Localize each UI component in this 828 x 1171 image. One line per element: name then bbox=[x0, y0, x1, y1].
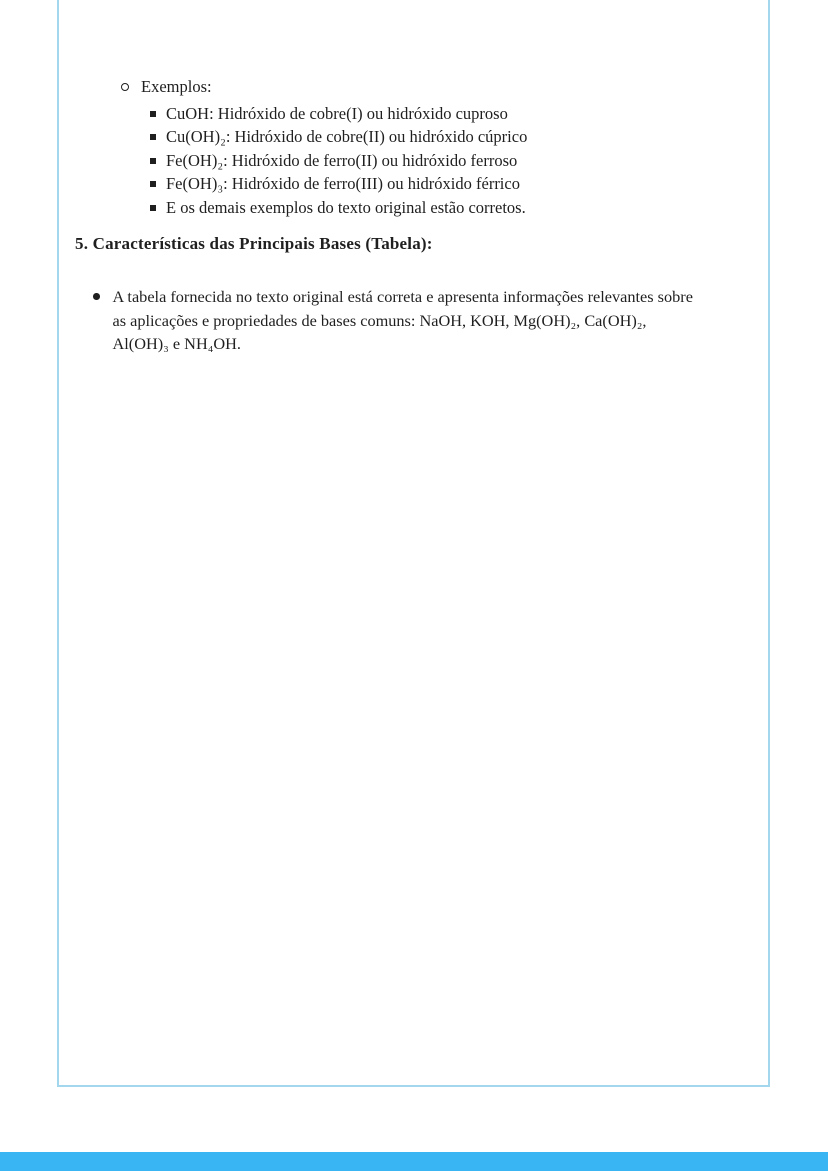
example-text: Fe(OH)₂: Hidróxido de ferro(II) ou hidróxido ferroso bbox=[166, 150, 518, 170]
table-note-text bbox=[113, 285, 693, 356]
list-item bbox=[150, 125, 527, 148]
list-item bbox=[150, 149, 527, 172]
list-item bbox=[150, 102, 527, 125]
example-text: E os demais exemplos do texto original estão corretos. bbox=[166, 197, 526, 217]
square-bullet-icon bbox=[150, 111, 156, 117]
dot-bullet-icon bbox=[93, 293, 100, 300]
table-note bbox=[93, 285, 693, 356]
examples-list bbox=[150, 102, 527, 219]
section-heading: 5. Características das Principais Bases (Tabela): bbox=[75, 234, 433, 253]
example-text: Fe(OH)₃: Hidróxido de ferro(III) ou hidróxido férrico bbox=[166, 174, 520, 194]
square-bullet-icon bbox=[150, 158, 156, 164]
list-item bbox=[150, 172, 527, 195]
examples-list-header bbox=[121, 75, 212, 99]
example-text: CuOH: Hidróxido de cobre(I) ou hidróxido cuproso bbox=[166, 104, 508, 123]
square-bullet-icon bbox=[150, 181, 156, 187]
square-bullet-icon bbox=[150, 134, 156, 140]
note-line: Al(OH)₃ e NH₄OH. bbox=[112, 334, 241, 354]
document-page bbox=[57, 0, 770, 1087]
list-item bbox=[150, 196, 527, 219]
example-text: Cu(OH)₂: Hidróxido de cobre(II) ou hidróxido cúprico bbox=[166, 127, 528, 147]
examples-label: Exemplos: bbox=[141, 77, 212, 96]
circle-bullet-icon bbox=[121, 83, 129, 91]
square-bullet-icon bbox=[150, 205, 156, 211]
note-line: A tabela fornecida no texto original está correta e apresenta informações relevantes sobre bbox=[112, 287, 693, 306]
note-line: as aplicações e propriedades de bases comuns: NaOH, KOH, Mg(OH)₂, Ca(OH)₂, bbox=[112, 310, 647, 330]
footer-accent-bar bbox=[0, 1152, 828, 1171]
